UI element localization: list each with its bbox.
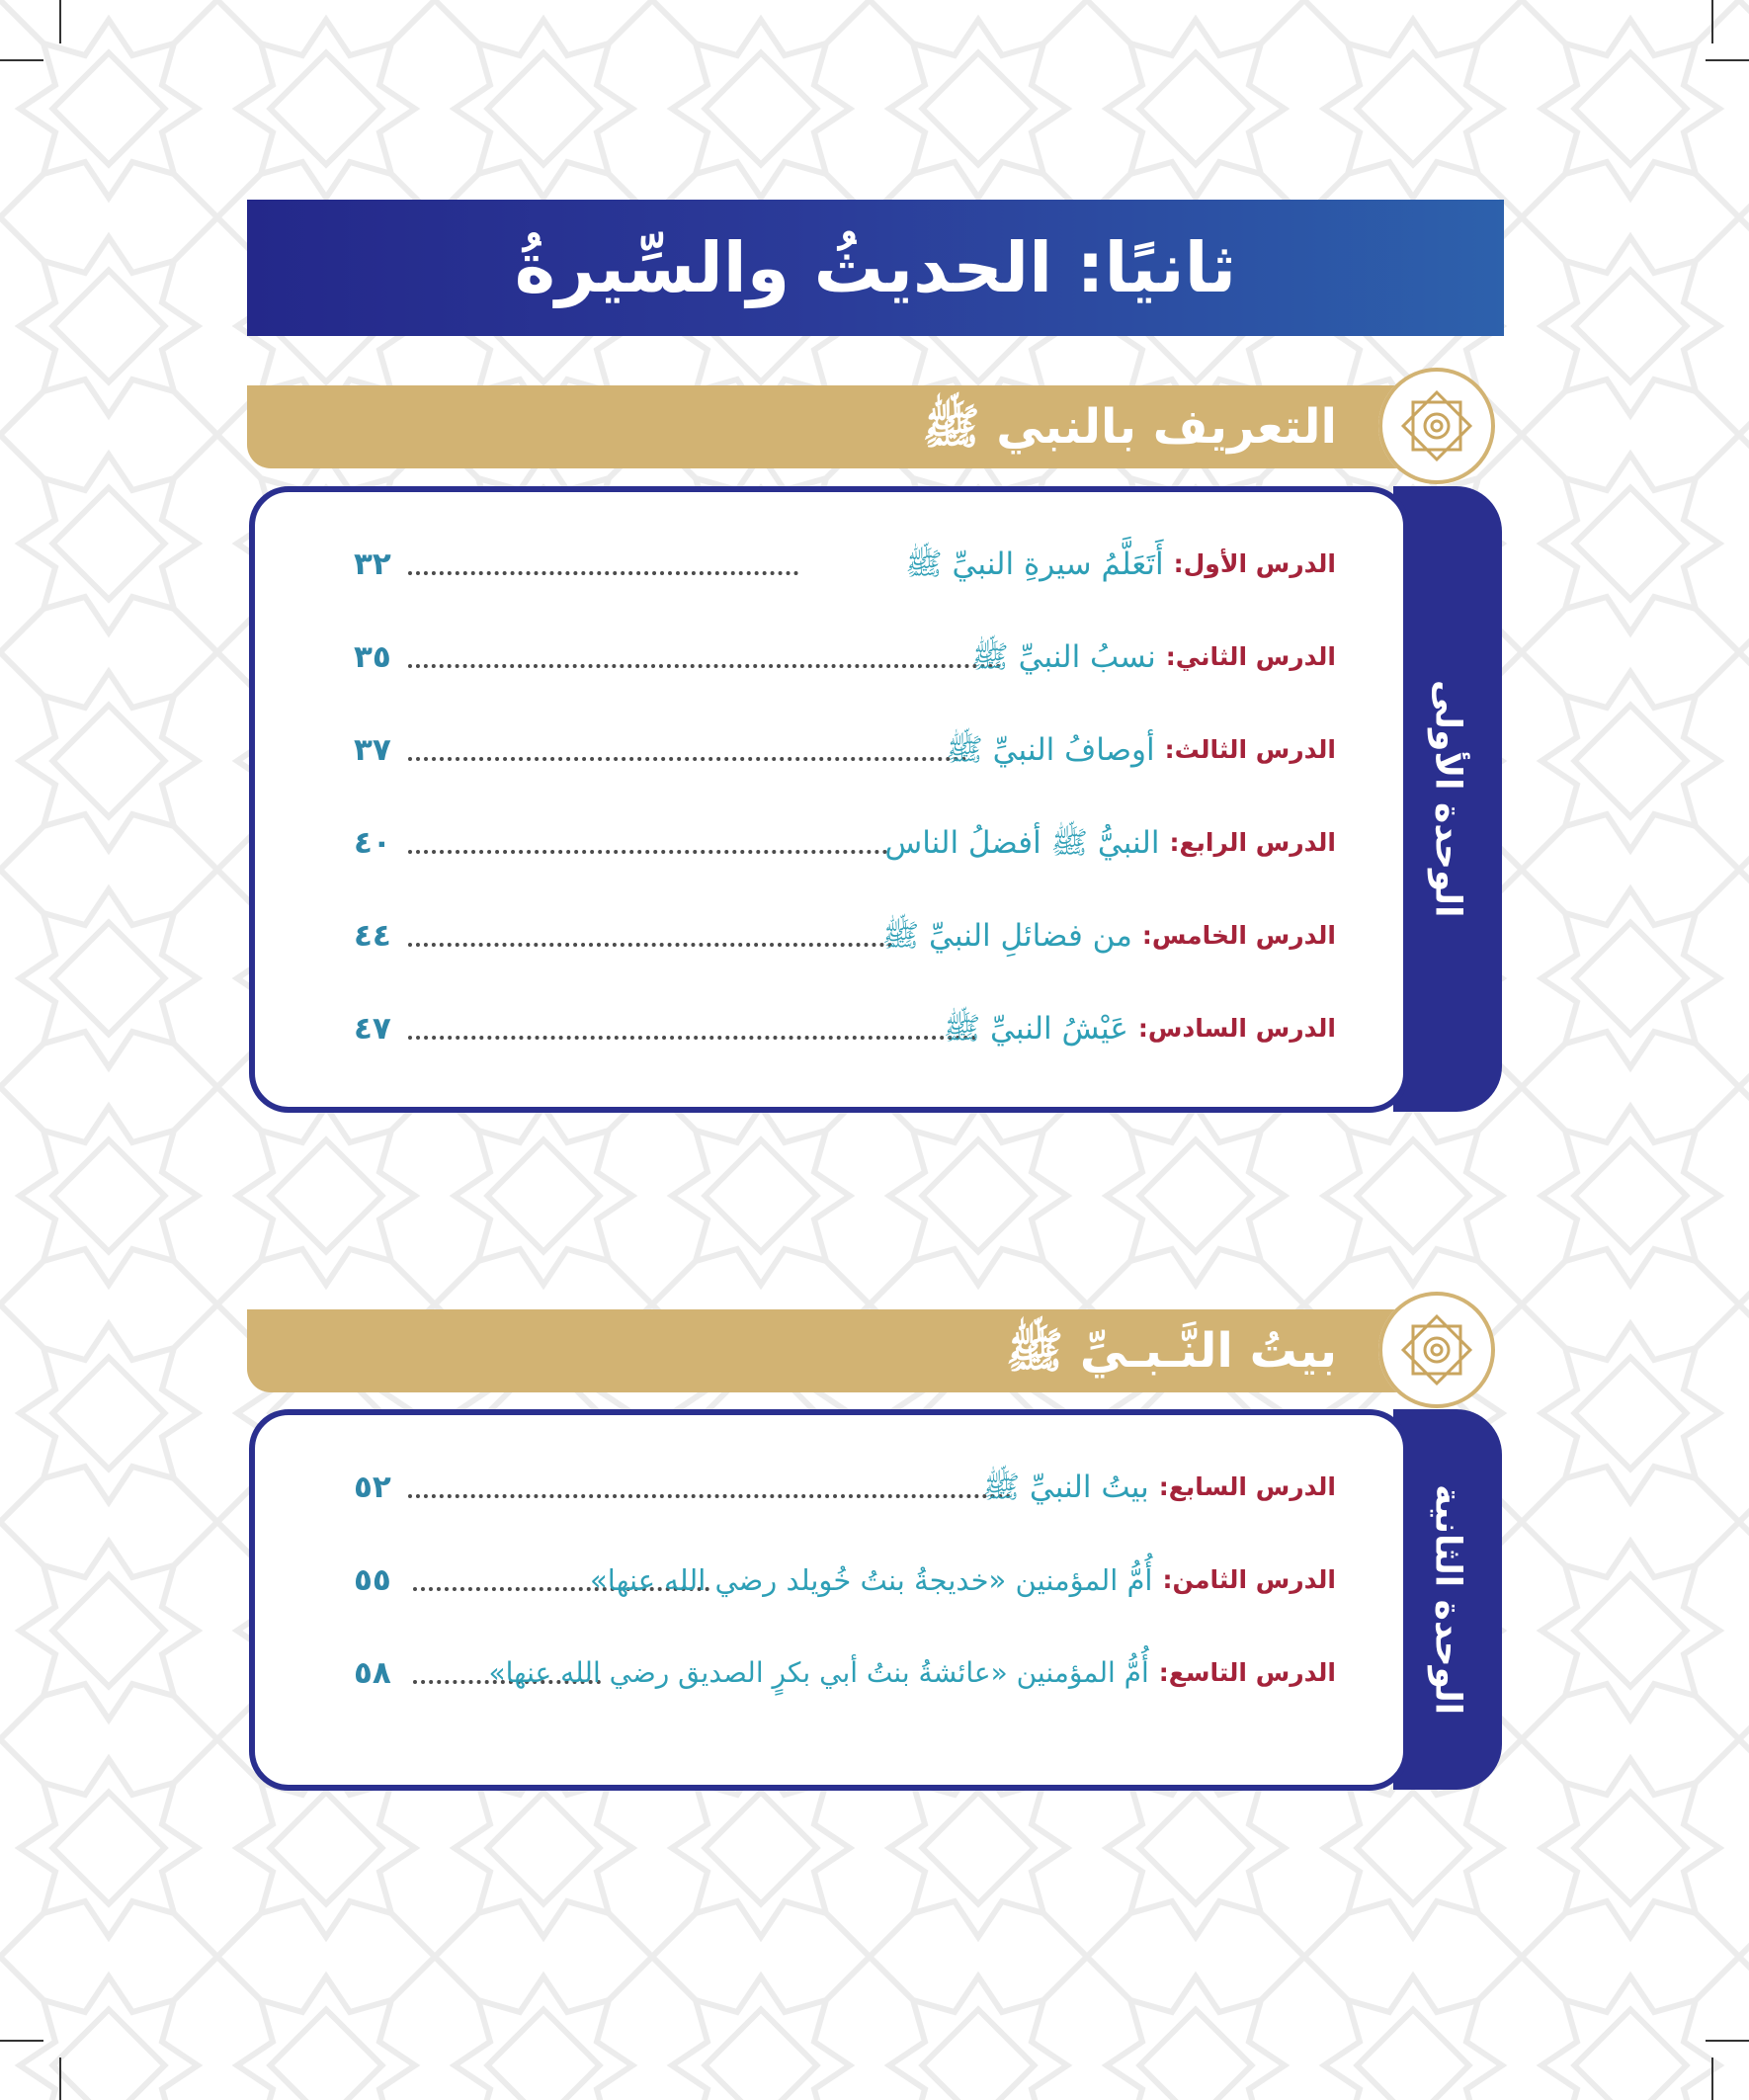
- crop-mark: [0, 2040, 43, 2042]
- leader-dots: [408, 1494, 1011, 1498]
- unit-tab-label: الوحدة الأولى: [1427, 680, 1468, 918]
- lesson-heading: [946, 720, 1336, 780]
- lesson-label: الدرس الأول:: [1173, 549, 1336, 578]
- lesson-label: الدرس السابع:: [1158, 1472, 1336, 1501]
- lesson-label: الدرس الثامن:: [1162, 1565, 1336, 1594]
- lesson-page-number: ٤٧: [354, 1011, 391, 1047]
- lesson-label: الدرس التاسع:: [1158, 1658, 1336, 1687]
- lesson-title: النبيُّ ﷺ أفضلُ الناس: [884, 825, 1160, 861]
- lesson-page-number: ٣٥: [354, 639, 391, 675]
- lesson-page-number: ٥٨: [354, 1655, 391, 1691]
- lesson-row[interactable]: [255, 720, 1403, 780]
- lesson-label: الدرس الرابع:: [1169, 828, 1336, 857]
- lesson-title: أُمُّ المؤمنين «خديجةُ بنتُ خُويلد رضي الله عنها»: [590, 1563, 1153, 1597]
- leader-dots: [408, 850, 887, 854]
- unit-tab: [1393, 486, 1502, 1112]
- leader-dots: [408, 943, 892, 947]
- octagonal-rosette-icon: [1378, 1292, 1495, 1408]
- lesson-label: الدرس الخامس:: [1141, 921, 1336, 950]
- octagonal-rosette-icon: [1378, 368, 1495, 484]
- page-title: ثانيًا: الحديثُ والسِّيرةُ: [514, 227, 1237, 308]
- lesson-heading: [882, 906, 1336, 966]
- lesson-label: الدرس الثالث:: [1164, 735, 1336, 764]
- crop-mark: [0, 59, 43, 61]
- unit-banner: [247, 385, 1467, 468]
- lesson-label: الدرس الثاني:: [1165, 642, 1336, 671]
- lesson-row[interactable]: [255, 1458, 1403, 1517]
- lesson-page-number: ٥٥: [354, 1562, 391, 1598]
- unit-tab-label: الوحدة الثانية: [1427, 1483, 1468, 1716]
- lesson-heading: [983, 1458, 1336, 1517]
- lesson-heading: [884, 813, 1336, 873]
- unit-banner-title: بيتُ النَّـبـيِّ ﷺ: [1006, 1323, 1337, 1379]
- lesson-title: نسبُ النبيِّ ﷺ: [971, 639, 1156, 675]
- lesson-row[interactable]: [255, 813, 1403, 873]
- lesson-heading: [944, 999, 1336, 1058]
- lesson-heading: [971, 628, 1336, 687]
- leader-dots: [408, 1036, 976, 1040]
- lesson-row[interactable]: [255, 628, 1403, 687]
- lesson-page-number: ٤٠: [354, 825, 391, 861]
- crop-mark: [59, 2058, 61, 2100]
- crop-mark: [1706, 59, 1749, 61]
- lesson-list: [249, 1409, 1409, 1791]
- lesson-row[interactable]: [255, 1551, 1403, 1610]
- crop-mark: [1711, 2058, 1713, 2100]
- lesson-title: أَتَعَلَّمُ سيرةِ النبيِّ ﷺ: [905, 546, 1164, 582]
- leader-dots: [408, 571, 798, 575]
- leader-dots: [408, 664, 1001, 668]
- lesson-title: بيتُ النبيِّ ﷺ: [982, 1470, 1149, 1505]
- unit-tab: [1393, 1409, 1502, 1790]
- leader-dots: [408, 757, 966, 761]
- lesson-heading: [590, 1551, 1336, 1610]
- lesson-page-number: ٥٢: [354, 1470, 391, 1505]
- lesson-heading: [489, 1643, 1336, 1703]
- page-title-bar: [247, 200, 1504, 336]
- lesson-title: أُمُّ المؤمنين «عائشةُ بنتُ أبي بكرٍ الصديق رضي الله عنها»: [488, 1656, 1149, 1689]
- lesson-list: [249, 486, 1409, 1113]
- unit-banner: [247, 1309, 1467, 1392]
- lesson-row[interactable]: [255, 999, 1403, 1058]
- lesson-page-number: ٤٤: [354, 918, 391, 954]
- lesson-title: عَيْشُ النبيِّ ﷺ: [943, 1011, 1128, 1047]
- lesson-title: أوصافُ النبيِّ ﷺ: [946, 732, 1155, 768]
- lesson-page-number: ٣٢: [354, 546, 391, 582]
- lesson-heading: [905, 535, 1336, 594]
- unit-banner-title: التعريف بالنبي ﷺ: [922, 399, 1337, 455]
- crop-mark: [1706, 2040, 1749, 2042]
- crop-mark: [59, 0, 61, 43]
- lesson-row[interactable]: [255, 535, 1403, 594]
- lesson-page-number: ٣٧: [354, 732, 391, 768]
- lesson-row[interactable]: [255, 1643, 1403, 1703]
- lesson-title: من فضائلِ النبيِّ ﷺ: [881, 918, 1132, 954]
- lesson-row[interactable]: [255, 906, 1403, 966]
- lesson-label: الدرس السادس:: [1137, 1014, 1336, 1043]
- crop-mark: [1711, 0, 1713, 43]
